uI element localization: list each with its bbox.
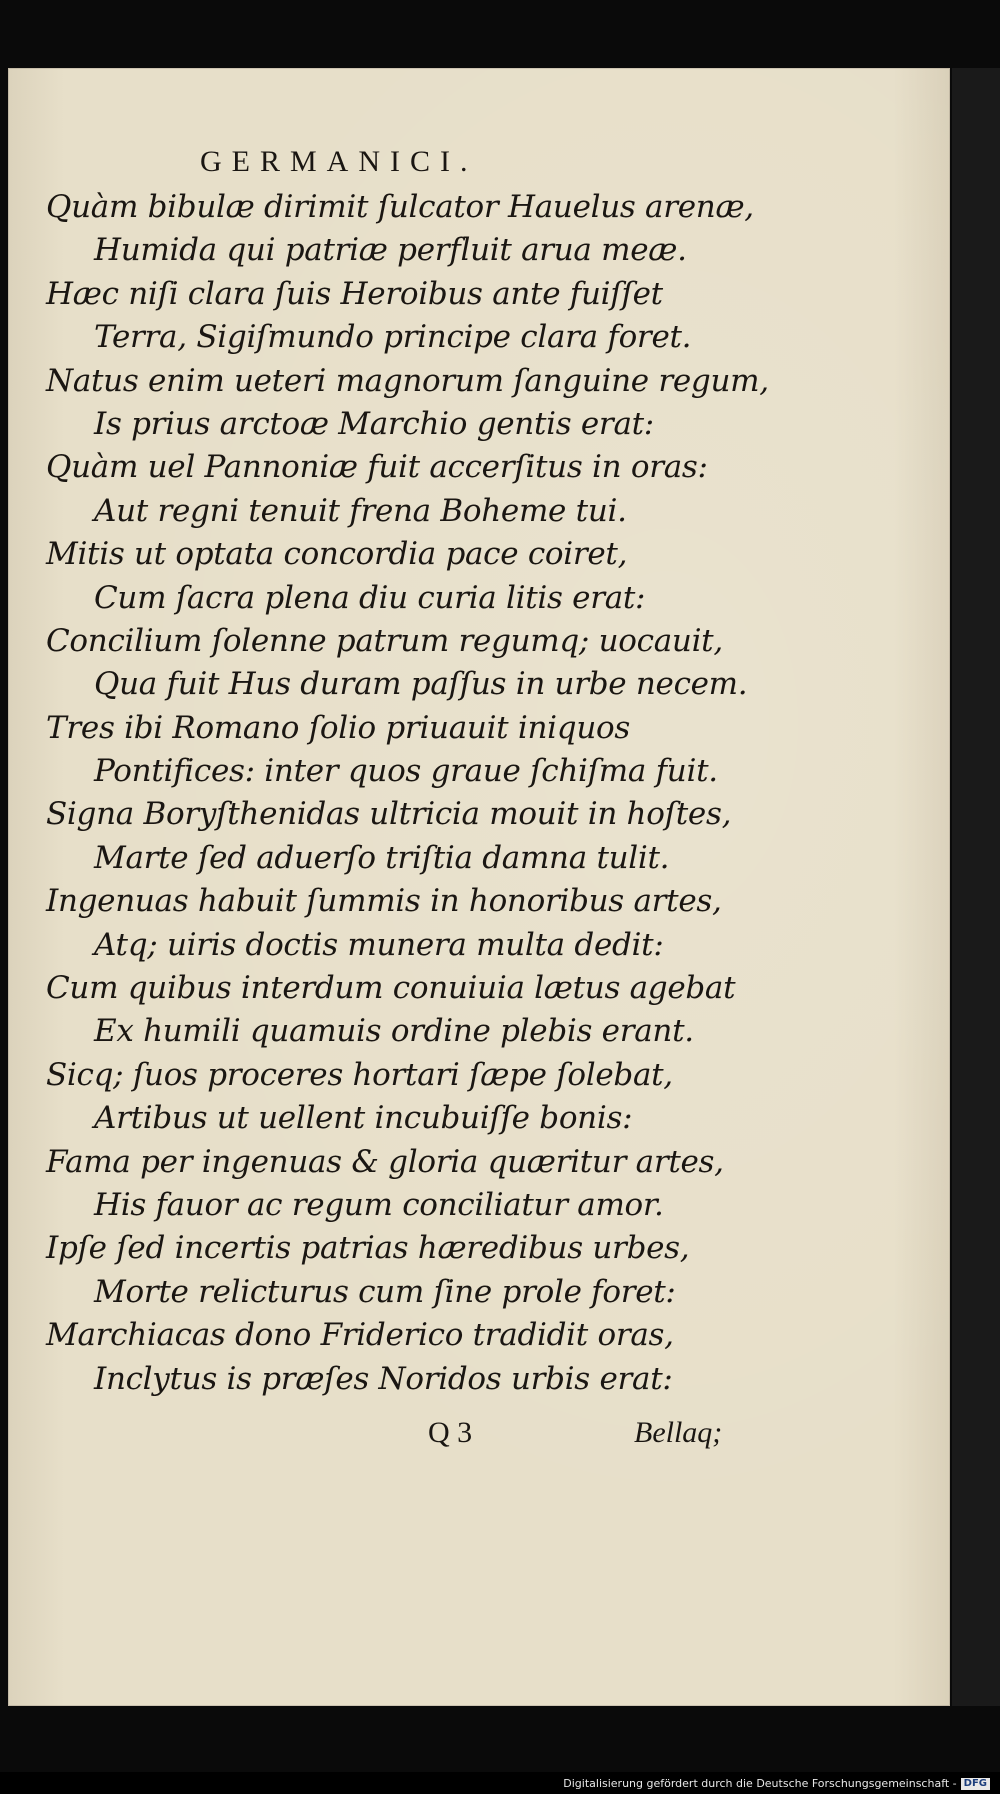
book-page [8,68,950,1706]
verse-line: Quàm bibulæ dirimit ſulcator Hauelus arenæ, [46,189,754,225]
running-head: GERMANICI. [200,145,478,178]
digitization-credit [563,1777,990,1791]
verse-line: Pontifices: inter quos graue ſchiſma fuit. [94,753,718,790]
verse-line: Marchiacas dono Friderico tradidit oras, [46,1317,674,1354]
verse-line: Artibus ut uellent incubuiſſe bonis: [94,1100,633,1137]
catchword: Bellaq; [634,1415,723,1449]
verse-line: Humida qui patriæ perfluit arua meæ. [94,232,687,269]
verse-line: His fauor ac regum conciliatur amor. [94,1186,664,1223]
verse-line: Ingenuas habuit ſummis in honoribus artes, [46,883,722,920]
verse-line: Natus enim ueteri magnorum ſanguine regum, [46,362,769,399]
credit-text: Digitalisierung gefördert durch die Deutsche Forschungsgemeinschaft - [563,1777,957,1790]
verse-line: Sicq; ſuos proceres hortari ſæpe ſolebat, [46,1056,673,1093]
page-gutter [952,68,1000,1706]
verse-line: Ex humili quamuis ordine plebis erant. [94,1013,694,1050]
verse-line: Atq; uiris doctis munera multa dedit: [94,926,664,963]
footer-bar [0,1772,1000,1794]
verse-line: Mitis ut optata concordia pace coiret, [46,536,628,573]
signature-mark: Q 3 [428,1415,473,1449]
verse-line: Qua fuit Hus duram paſſus in urbe necem. [94,666,748,703]
verse-line: Aut regni tenuit frena Boheme tui. [94,492,627,529]
verse-line: Terra, Sigiſmundo principe clara foret. [94,319,692,356]
page-text [38,138,898,1459]
verse-line: Inclytus is præſes Noridos urbis erat: [94,1360,673,1397]
verse-line: Tres ibi Romano ſolio priuauit iniquos [46,709,630,746]
verse-line: Fama per ingenuas & gloria quæritur artes, [46,1143,724,1180]
verse-block [38,186,898,1401]
verse-line: Ipſe ſed incertis patrias hæredibus urbes, [46,1230,690,1267]
catch-row [38,1407,898,1459]
verse-line: Marte ſed aduerſo triſtia damna tulit. [94,839,670,876]
verse-line: Concilium ſolenne patrum regumq; uocauit, [46,622,723,659]
verse-line: Quàm uel Pannoniæ fuit accerſitus in oras: [46,449,708,486]
dfg-logo-icon: DFG [961,1778,990,1790]
verse-line: Cum ſacra plena diu curia litis erat: [94,579,646,616]
verse-line: Signa Boryſthenidas ultricia mouit in hoſtes, [46,796,732,833]
verse-line: Cum quibus interdum conuiuia lætus agebat [46,970,736,1007]
verse-line: Is prius arctoæ Marchio gentis erat: [94,405,654,442]
verse-line: Hæc niſi clara ſuis Heroibus ante fuiſſet [46,275,663,312]
verse-line: Morte relicturus cum ſine prole foret: [94,1273,676,1310]
